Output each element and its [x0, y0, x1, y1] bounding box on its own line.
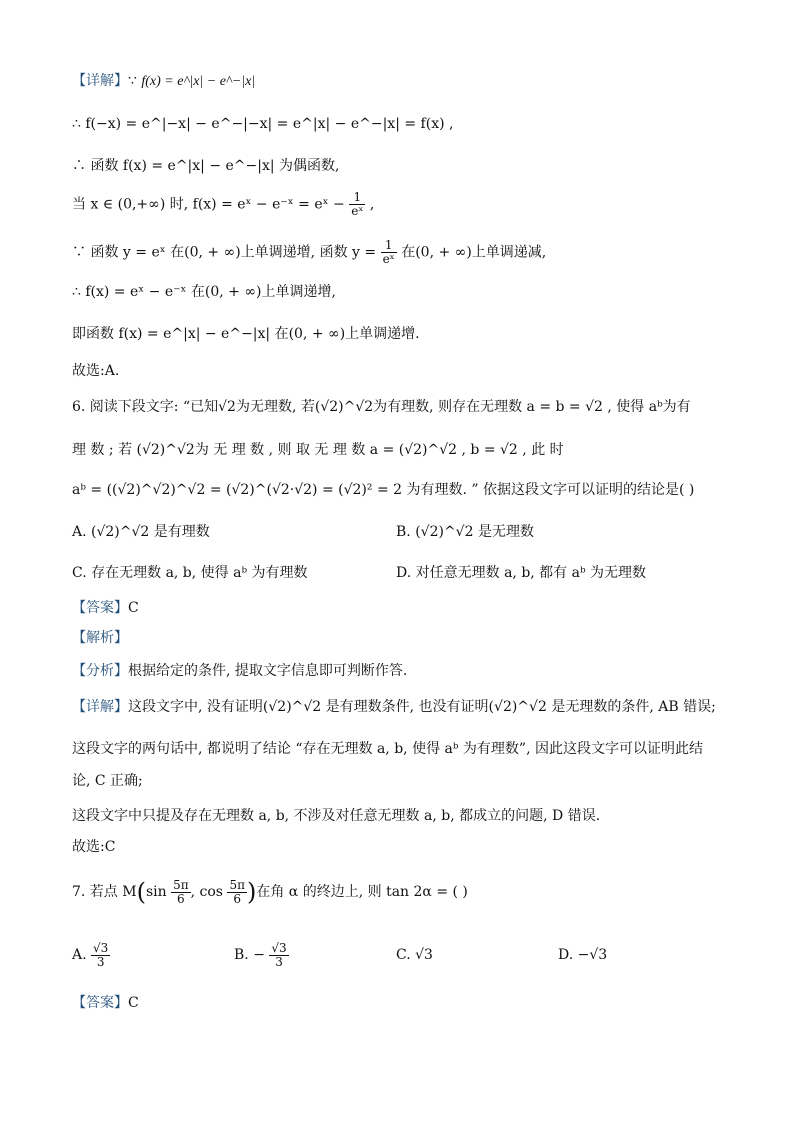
answer-value: C — [128, 600, 139, 616]
because-symbol: ∵ — [128, 73, 142, 89]
analysis-tag: 【解析】 — [72, 630, 128, 646]
sec5-line-2: ∴ f(−x) = e^|−x| − e^−|−x| = e^|x| − e^−|x| = f(x) , — [72, 116, 454, 132]
right-paren: ) — [246, 878, 257, 906]
fraction-numerator: 1 — [381, 239, 397, 253]
q6-choice: 故选:C — [72, 839, 116, 855]
detail-text-1: 这段文字中, 没有证明(√2)^√2 是有理数条件, 也没有证明(√2)^√2 是无理数的条件, AB 错误; — [128, 699, 716, 715]
q6-fenxi — [72, 662, 407, 680]
q7-stem-pre: 7. 若点 M — [72, 884, 137, 900]
sec5-line-6: ∴ f(x) = eˣ − e⁻ˣ 在(0, + ∞)上单调递增, — [72, 284, 336, 300]
q6-stem-line-2: 理 数 ; 若 (√2)^√2为 无 理 数 , 则 取 无 理 数 a = (√2)^√2 , b = √2 , 此 时 — [72, 442, 564, 458]
option-label: B. − — [234, 947, 265, 963]
q6-option-d: D. 对任意无理数 a, b, 都有 aᵇ 为无理数 — [396, 565, 647, 581]
fenxi-tag: 【分析】 — [72, 663, 128, 679]
q6-detail-4: 这段文字中只提及存在无理数 a, b, 不涉及对任意无理数 a, b, 都成立的问题, D 错误. — [72, 808, 601, 824]
sec5-line-7: 即函数 f(x) = e^|x| − e^−|x| 在(0, + ∞)上单调递增. — [72, 326, 420, 342]
answer-tag: 【答案】 — [72, 995, 128, 1011]
option-label: A. — [72, 947, 87, 963]
q7-option-a — [72, 938, 110, 972]
cos-label: , cos — [190, 884, 223, 900]
sec5-line-4-text: 当 x ∈ (0,+∞) 时, f(x) = eˣ − e⁻ˣ = eˣ − — [72, 196, 345, 213]
fraction-denominator: eˣ — [382, 252, 395, 266]
fraction-numerator: √3 — [271, 940, 287, 955]
q7-option-c: C. √3 — [396, 947, 433, 963]
sec5-line-5 — [72, 239, 546, 266]
sin-label: sin — [145, 884, 167, 900]
fenxi-text: 根据给定的条件, 提取文字信息即可判断作答. — [128, 663, 408, 679]
sec5-line-5-a: ∵ 函数 y = eˣ 在(0, + ∞)上单调递增, 函数 y = — [72, 244, 377, 261]
sec5-line-3: ∴ 函数 f(x) = e^|x| − e^−|x| 为偶函数, — [72, 158, 340, 174]
sec5-detail-line — [72, 72, 255, 91]
answer-value: C — [128, 995, 139, 1011]
sin-fraction — [171, 879, 191, 906]
fraction-denominator: 3 — [275, 954, 283, 969]
function-definition: f(x) = e^|x| − e^−|x| — [141, 74, 256, 89]
sec5-line-4-end: , — [365, 196, 375, 213]
q6-answer — [72, 599, 139, 617]
q6-option-b: B. (√2)^√2 是无理数 — [396, 524, 534, 540]
fraction-numerator: 5π — [229, 877, 245, 892]
q6-detail-1 — [72, 698, 716, 716]
fraction-numerator: 5π — [173, 877, 189, 892]
q6-stem-line-1: 6. 阅读下段文字: “已知√2为无理数, 若(√2)^√2为有理数, 则存在无理数 a = b = √2 , 使得 aᵇ为有 — [72, 399, 691, 415]
sec5-line-4 — [72, 191, 374, 218]
sec5-choice: 故选:A. — [72, 363, 120, 379]
answer-tag: 【答案】 — [72, 600, 128, 616]
q7-answer — [72, 994, 139, 1012]
fraction-numerator: √3 — [93, 940, 109, 955]
fraction-denominator: 6 — [177, 891, 185, 906]
fraction-1-over-ex — [349, 191, 365, 218]
fraction-numerator: 1 — [349, 191, 365, 205]
sec5-line-5-b: 在(0, + ∞)上单调递减, — [401, 244, 547, 261]
cos-fraction — [227, 879, 247, 906]
detail-tag: 【详解】 — [72, 73, 128, 89]
q6-option-a: A. (√2)^√2 是有理数 — [72, 524, 210, 540]
q7-stem-post: 在角 α 的终边上, 则 tan 2α = ( ) — [256, 884, 468, 900]
fraction-denominator: 3 — [96, 954, 105, 969]
q6-detail-3: 论, C 正确; — [72, 773, 143, 789]
q7-stem — [72, 875, 468, 909]
detail-tag: 【详解】 — [72, 699, 128, 715]
option-a-fraction — [91, 942, 110, 969]
fraction-1-over-ex-2 — [381, 239, 397, 266]
q6-stem-line-3: aᵇ = ((√2)^√2)^√2 = (√2)^(√2·√2) = (√2)² = 2 为有理数. ” 依据这段文字可以证明的结论是( ) — [72, 482, 695, 498]
q7-option-b — [234, 938, 289, 972]
q6-analysis-heading — [72, 629, 128, 647]
q7-option-d: D. −√3 — [558, 947, 608, 963]
fraction-denominator: eˣ — [351, 204, 364, 218]
q6-option-c: C. 存在无理数 a, b, 使得 aᵇ 为有理数 — [72, 565, 308, 581]
left-paren: ( — [136, 878, 146, 906]
fraction-denominator: 6 — [233, 891, 242, 906]
option-b-fraction — [269, 942, 288, 969]
q6-detail-2: 这段文字的两句话中, 都说明了结论 “存在无理数 a, b, 使得 aᵇ 为有理数”, 因此这段文字可以证明此结 — [72, 741, 703, 757]
